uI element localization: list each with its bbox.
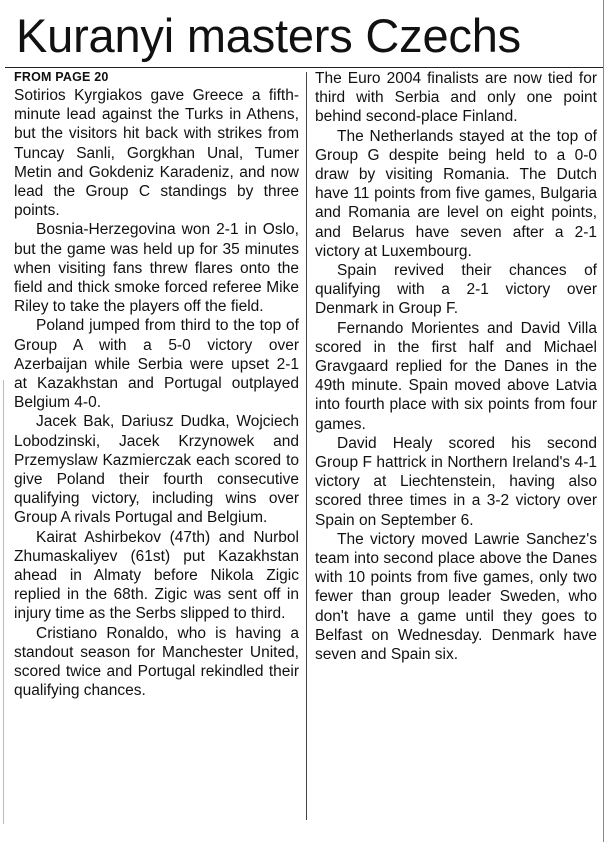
- paragraph: The Euro 2004 finalists are now tied for third with Serbia and only one point behind second-place Finland.: [315, 70, 597, 126]
- paragraph: Spain revived their chances of qualifying with a 2-1 victory over Denmark in Group F.: [315, 262, 597, 318]
- article-column-right: [315, 69, 597, 820]
- article-column-left: [14, 69, 299, 820]
- paragraph: David Healy scored his second Group F hattrick in Northern Ireland's 4-1 victory at Liechtenstein, having also scored three times in a 3-2 victory over Spain on September 6.: [315, 434, 597, 529]
- clipping-edge-left: [3, 380, 4, 824]
- paragraph: Fernando Morientes and David Villa scored in the first half and Michael Gravgaard replied for the Danes in the 49th minute. Spain moved above Latvia into fourth place with six points from four games.: [315, 319, 597, 433]
- clipping-edge-right: [603, 0, 604, 842]
- kicker: FROM PAGE 20: [14, 70, 109, 84]
- paragraph: Poland jumped from third to the top of Group A with a 5-0 victory over Azerbaijan while Serbia were upset 2-1 at Kazakhstan and Portugal outplayed Belgium 4-0.: [14, 317, 299, 412]
- headline-rule: [5, 67, 603, 68]
- paragraph: The Netherlands stayed at the top of Group G despite being held to a 0-0 draw by visiting Romania. The Dutch have 11 points from five games, Bulgaria and Romania are level on eight points, and Belarus have seven after a 2-1 victory at Luxembourg.: [315, 127, 597, 260]
- paragraph: Bosnia-Herzegovina won 2-1 in Oslo, but the game was held up for 35 minutes when visiting fans threw flares onto the field and thick smoke forced referee Mike Riley to take the players off the field.: [14, 221, 299, 316]
- headline: Kuranyi masters Czechs: [16, 9, 521, 62]
- paragraph: The victory moved Lawrie Sanchez's team into second place above the Danes with 10 points from five games, only two fewer than group leader Sweden, who don't have a game until they goes to Belfast on Wednesday. Denmark have seven and Spain six.: [315, 530, 597, 664]
- paragraph: Jacek Bak, Dariusz Dudka, Wojciech Lobodzinski, Jacek Krzynowek and Przemyslaw Kazmierczak each scored to give Poland their fourth consecutive qualifying victory, including wins over Group A rivals Portugal and Belgium.: [14, 413, 299, 527]
- paragraph: Cristiano Ronaldo, who is having a standout season for Manchester United, scored twice and Portugal rekindled their qualifying chances.: [14, 624, 299, 700]
- column-divider: [306, 72, 307, 820]
- paragraph: Kairat Ashirbekov (47th) and Nurbol Zhumaskaliyev (61st) put Kazakhstan ahead in Almaty before Nikola Zigic replied in the 68th. Zigic was sent off in injury time as the Serbs slipped to third.: [14, 528, 299, 623]
- paragraph: Sotirios Kyrgiakos gave Greece a fifth-minute lead against the Turks in Athens, but the visitors hit back with strikes from Tuncay Sanli, Gorgkhan Unal, Tumer Metin and Gokdeniz Karadeniz, and now lead the Group C standings by three points.: [14, 87, 299, 220]
